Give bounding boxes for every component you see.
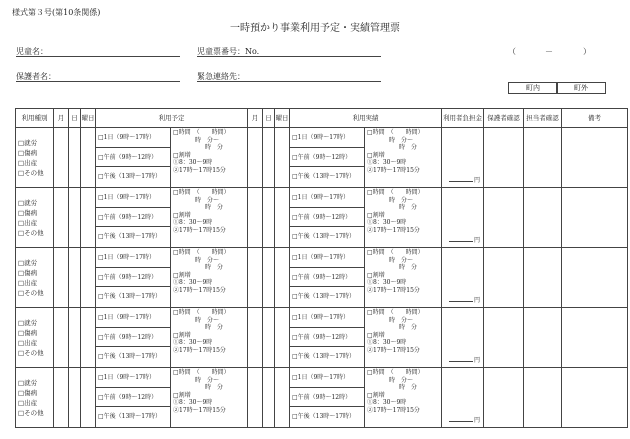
col-burden: 利用者負担金 <box>442 109 484 128</box>
slot-full-day[interactable]: □1日（9時～17時） <box>96 248 170 268</box>
emergency-contact-field[interactable] <box>197 81 381 82</box>
emergency-contact-label: 緊急連絡先： <box>197 72 245 81</box>
month-cell[interactable] <box>54 128 69 188</box>
day-actual-cell[interactable] <box>263 368 275 428</box>
day-actual-cell[interactable] <box>263 308 275 368</box>
yen-label <box>449 175 480 184</box>
yen-label <box>449 295 480 304</box>
plan-slots <box>96 368 171 428</box>
weekday-actual-cell[interactable] <box>275 248 290 308</box>
slot-afternoon[interactable]: □午後（13時～17時） <box>292 353 355 361</box>
extra-option-1: ①8：30～9時 <box>367 219 407 226</box>
col-month: 月 <box>54 109 69 128</box>
yen-unit: 円 <box>473 417 480 424</box>
col-month-actual: 月 <box>248 109 263 128</box>
extra-checkbox[interactable]: □割増 <box>173 331 191 339</box>
burden-cell[interactable] <box>442 308 484 368</box>
extra-option-1: ①8：30～9時 <box>367 159 407 166</box>
time-from: 時 分～ <box>389 196 414 204</box>
weekday-actual-cell[interactable] <box>275 188 290 248</box>
burden-cell[interactable] <box>442 128 484 188</box>
slot-morning[interactable]: □午前（9時～12時） <box>96 208 170 228</box>
location-outside[interactable]: 町外 <box>556 82 606 94</box>
col-remarks: 備考 <box>562 109 628 128</box>
col-guardian-confirm: 保護者確認 <box>484 109 524 128</box>
type-option[interactable]: □その他 <box>18 349 44 357</box>
hours-checkbox[interactable]: □時間 （ 時間） <box>173 249 230 256</box>
time-to: 時 分 <box>205 264 224 271</box>
month-actual-cell[interactable] <box>248 128 263 188</box>
yen-unit: 円 <box>473 177 480 184</box>
type-cell <box>16 308 54 368</box>
extra-checkbox[interactable]: □割増 <box>173 211 191 219</box>
type-option[interactable]: □就労 <box>18 319 38 327</box>
month-actual-cell[interactable] <box>248 308 263 368</box>
remarks-cell[interactable] <box>562 188 628 248</box>
table-header <box>16 109 628 128</box>
time-detail <box>171 188 247 235</box>
day-cell[interactable] <box>69 188 81 248</box>
month-cell[interactable] <box>54 188 69 248</box>
slot-morning[interactable]: □午前（9時～12時） <box>290 388 364 408</box>
child-name-field[interactable] <box>16 56 180 57</box>
location-inside[interactable]: 町内 <box>508 82 558 94</box>
extra-checkbox[interactable]: □割増 <box>367 211 385 219</box>
month-cell[interactable] <box>54 368 69 428</box>
staff-confirm-cell[interactable] <box>524 128 562 188</box>
time-to: 時 分 <box>205 204 224 211</box>
col-type: 利用種別 <box>16 109 54 128</box>
actual-slots <box>290 128 365 188</box>
form-number: 様式第３号(第10条関係) <box>12 8 101 17</box>
slot-afternoon[interactable]: □午後（13時～17時） <box>98 173 161 181</box>
col-day: 日 <box>69 109 81 128</box>
table-row <box>16 368 628 428</box>
extra-option-1: ①8：30～9時 <box>173 219 213 226</box>
col-weekday-actual: 曜日 <box>275 109 290 128</box>
slot-full-day[interactable]: □1日（9時～17時） <box>290 368 364 388</box>
remarks-cell[interactable] <box>562 248 628 308</box>
actual-slots <box>290 368 365 428</box>
time-detail <box>365 368 441 415</box>
extra-option-1: ①8：30～9時 <box>367 279 407 286</box>
weekday-cell[interactable] <box>81 248 96 308</box>
guardian-confirm-cell[interactable] <box>484 128 524 188</box>
extra-checkbox[interactable]: □割増 <box>173 151 191 159</box>
extra-checkbox[interactable]: □割増 <box>173 391 191 399</box>
type-option[interactable]: □傷病 <box>18 329 38 337</box>
type-cell <box>16 128 54 188</box>
hours-checkbox[interactable]: □時間 （ 時間） <box>173 129 230 136</box>
burden-cell[interactable] <box>442 368 484 428</box>
extra-checkbox[interactable]: □割増 <box>367 151 385 159</box>
extra-checkbox[interactable]: □割増 <box>367 271 385 279</box>
col-weekday: 曜日 <box>81 109 96 128</box>
time-detail <box>365 308 441 355</box>
actual-detail <box>365 128 442 188</box>
guardian-confirm-cell[interactable] <box>484 368 524 428</box>
slot-morning[interactable]: □午前（9時～12時） <box>96 388 170 408</box>
page-title: 一時預かり事業利用予定・実績管理票 <box>230 23 400 34</box>
time-to: 時 分 <box>205 384 224 391</box>
plan-detail <box>171 248 248 308</box>
yen-label <box>449 415 480 424</box>
guardian-confirm-cell[interactable] <box>484 248 524 308</box>
slot-afternoon[interactable]: □午後（13時～17時） <box>98 353 161 361</box>
slot-full-day[interactable]: □1日（9時～17時） <box>96 368 170 388</box>
slot-morning[interactable]: □午前（9時～12時） <box>290 268 364 288</box>
slot-full-day[interactable]: □1日（9時～17時） <box>290 308 364 328</box>
time-from: 時 分～ <box>195 136 220 144</box>
plan-detail <box>171 128 248 188</box>
type-option[interactable]: □出産 <box>18 159 38 167</box>
type-option[interactable]: □出産 <box>18 279 38 287</box>
extra-option-2: ②17時～17時15分 <box>173 346 226 354</box>
time-detail <box>365 248 441 295</box>
weekday-cell[interactable] <box>81 188 96 248</box>
extra-option-2: ②17時～17時15分 <box>173 226 226 234</box>
type-cell <box>16 248 54 308</box>
type-option[interactable]: □その他 <box>18 169 44 177</box>
time-from: 時 分～ <box>389 256 414 264</box>
date-close: ） <box>583 47 591 56</box>
plan-slots <box>96 308 171 368</box>
time-to: 時 分 <box>399 384 418 391</box>
slot-afternoon[interactable]: □午後（13時～17時） <box>98 293 161 301</box>
type-option[interactable]: □傷病 <box>18 269 38 277</box>
type-option[interactable]: □出産 <box>18 219 38 227</box>
extra-option-1: ①8：30～9時 <box>173 159 213 166</box>
time-to: 時 分 <box>399 324 418 331</box>
hours-checkbox[interactable]: □時間 （ 時間） <box>367 369 424 376</box>
schedule-table <box>15 108 628 428</box>
extra-checkbox[interactable]: □割増 <box>367 331 385 339</box>
plan-slots <box>96 188 171 248</box>
actual-slots <box>290 188 365 248</box>
type-option[interactable]: □就労 <box>18 139 38 147</box>
hours-checkbox[interactable]: □時間 （ 時間） <box>367 189 424 196</box>
actual-slots <box>290 308 365 368</box>
weekday-actual-cell[interactable] <box>275 128 290 188</box>
day-cell[interactable] <box>69 368 81 428</box>
time-from: 時 分～ <box>389 136 414 144</box>
type-option[interactable]: □就労 <box>18 259 38 267</box>
weekday-actual-cell[interactable] <box>275 308 290 368</box>
weekday-cell[interactable] <box>81 308 96 368</box>
time-from: 時 分～ <box>389 316 414 324</box>
date-dash: － <box>545 47 553 56</box>
slot-afternoon[interactable]: □午後（13時～17時） <box>292 173 355 181</box>
date-open: （ <box>508 47 516 56</box>
actual-detail <box>365 188 442 248</box>
staff-confirm-cell[interactable] <box>524 188 562 248</box>
table-row <box>16 128 628 188</box>
hours-checkbox[interactable]: □時間 （ 時間） <box>367 129 424 136</box>
time-from: 時 分～ <box>195 256 220 264</box>
actual-detail <box>365 368 442 428</box>
time-to: 時 分 <box>205 324 224 331</box>
slot-full-day[interactable]: □1日（9時～17時） <box>96 308 170 328</box>
slot-full-day[interactable]: □1日（9時～17時） <box>290 188 364 208</box>
hours-checkbox[interactable]: □時間 （ 時間） <box>173 369 230 376</box>
type-option[interactable]: □その他 <box>18 289 44 297</box>
weekday-cell[interactable] <box>81 128 96 188</box>
month-actual-cell[interactable] <box>248 248 263 308</box>
type-option[interactable]: □出産 <box>18 399 38 407</box>
extra-option-1: ①8：30～9時 <box>173 279 213 286</box>
month-actual-cell[interactable] <box>248 188 263 248</box>
type-option[interactable]: □その他 <box>18 229 44 237</box>
extra-option-1: ①8：30～9時 <box>367 399 407 406</box>
slot-afternoon[interactable]: □午後（13時～17時） <box>98 413 161 421</box>
col-day-actual: 日 <box>263 109 275 128</box>
type-option[interactable]: □出産 <box>18 339 38 347</box>
slot-morning[interactable]: □午前（9時～12時） <box>290 208 364 228</box>
col-staff-confirm: 担当者確認 <box>524 109 562 128</box>
day-actual-cell[interactable] <box>263 128 275 188</box>
time-to: 時 分 <box>399 264 418 271</box>
staff-confirm-cell[interactable] <box>524 368 562 428</box>
table-row <box>16 308 628 368</box>
yen-unit: 円 <box>473 237 480 244</box>
plan-detail <box>171 188 248 248</box>
plan-detail <box>171 368 248 428</box>
col-plan: 利用予定 <box>96 109 248 128</box>
plan-slots <box>96 248 171 308</box>
staff-confirm-cell[interactable] <box>524 308 562 368</box>
table-row <box>16 248 628 308</box>
time-from: 時 分～ <box>195 316 220 324</box>
guardian-name-field[interactable] <box>16 81 180 82</box>
extra-option-1: ①8：30～9時 <box>173 399 213 406</box>
day-actual-cell[interactable] <box>263 248 275 308</box>
slot-morning[interactable]: □午前（9時～12時） <box>96 328 170 348</box>
day-cell[interactable] <box>69 128 81 188</box>
slot-morning[interactable]: □午前（9時～12時） <box>290 148 364 168</box>
time-detail <box>171 128 247 175</box>
slot-afternoon[interactable]: □午後（13時～17時） <box>292 233 355 241</box>
time-detail <box>365 128 441 175</box>
extra-checkbox[interactable]: □割増 <box>367 391 385 399</box>
extra-option-2: ②17時～17時15分 <box>367 346 420 354</box>
type-option[interactable]: □就労 <box>18 199 38 207</box>
time-to: 時 分 <box>399 144 418 151</box>
slot-afternoon[interactable]: □午後（13時～17時） <box>292 293 355 301</box>
day-cell[interactable] <box>69 308 81 368</box>
time-detail <box>171 248 247 295</box>
type-cell <box>16 368 54 428</box>
time-detail <box>171 368 247 415</box>
type-option[interactable]: □傷病 <box>18 389 38 397</box>
yen-label <box>449 355 480 364</box>
type-option[interactable]: □その他 <box>18 409 44 417</box>
type-option[interactable]: □傷病 <box>18 209 38 217</box>
type-option[interactable]: □就労 <box>18 379 38 387</box>
day-cell[interactable] <box>69 248 81 308</box>
hours-checkbox[interactable]: □時間 （ 時間） <box>173 189 230 196</box>
day-actual-cell[interactable] <box>263 188 275 248</box>
guardian-confirm-cell[interactable] <box>484 188 524 248</box>
burden-cell[interactable] <box>442 248 484 308</box>
actual-slots <box>290 248 365 308</box>
time-to: 時 分 <box>399 204 418 211</box>
slot-full-day[interactable]: □1日（9時～17時） <box>290 248 364 268</box>
guardian-name-label: 保護者名： <box>16 72 56 81</box>
extra-option-2: ②17時～17時15分 <box>367 226 420 234</box>
plan-detail <box>171 308 248 368</box>
staff-confirm-cell[interactable] <box>524 248 562 308</box>
burden-cell[interactable] <box>442 188 484 248</box>
month-actual-cell[interactable] <box>248 368 263 428</box>
extra-option-2: ②17時～17時15分 <box>173 286 226 294</box>
type-option[interactable]: □傷病 <box>18 149 38 157</box>
hours-checkbox[interactable]: □時間 （ 時間） <box>367 249 424 256</box>
time-from: 時 分～ <box>389 376 414 384</box>
yen-unit: 円 <box>473 357 480 364</box>
type-cell <box>16 188 54 248</box>
month-cell[interactable] <box>54 248 69 308</box>
month-cell[interactable] <box>54 308 69 368</box>
slot-afternoon[interactable]: □午後（13時～17時） <box>292 413 355 421</box>
extra-option-2: ②17時～17時15分 <box>367 166 420 174</box>
hours-checkbox[interactable]: □時間 （ 時間） <box>173 309 230 316</box>
slot-full-day[interactable]: □1日（9時～17時） <box>96 128 170 148</box>
slot-full-day[interactable]: □1日（9時～17時） <box>290 128 364 148</box>
extra-option-1: ①8：30～9時 <box>367 339 407 346</box>
slot-afternoon[interactable]: □午後（13時～17時） <box>98 233 161 241</box>
child-number-field[interactable] <box>197 56 381 57</box>
plan-slots <box>96 128 171 188</box>
extra-option-2: ②17時～17時15分 <box>367 286 420 294</box>
time-detail <box>365 188 441 235</box>
extra-option-2: ②17時～17時15分 <box>367 406 420 414</box>
actual-detail <box>365 248 442 308</box>
weekday-cell[interactable] <box>81 368 96 428</box>
remarks-cell[interactable] <box>562 128 628 188</box>
extra-checkbox[interactable]: □割増 <box>173 271 191 279</box>
time-to: 時 分 <box>205 144 224 151</box>
table-row <box>16 188 628 248</box>
extra-option-1: ①8：30～9時 <box>173 339 213 346</box>
extra-option-2: ②17時～17時15分 <box>173 406 226 414</box>
weekday-actual-cell[interactable] <box>275 368 290 428</box>
remarks-cell[interactable] <box>562 368 628 428</box>
slot-morning[interactable]: □午前（9時～12時） <box>290 328 364 348</box>
time-detail <box>171 308 247 355</box>
extra-option-2: ②17時～17時15分 <box>173 166 226 174</box>
slot-morning[interactable]: □午前（9時～12時） <box>96 268 170 288</box>
yen-label <box>449 235 480 244</box>
hours-checkbox[interactable]: □時間 （ 時間） <box>367 309 424 316</box>
col-actual: 利用実績 <box>290 109 442 128</box>
guardian-confirm-cell[interactable] <box>484 308 524 368</box>
remarks-cell[interactable] <box>562 308 628 368</box>
time-from: 時 分～ <box>195 376 220 384</box>
child-name-label: 児童名： <box>16 47 48 56</box>
time-from: 時 分～ <box>195 196 220 204</box>
slot-full-day[interactable]: □1日（9時～17時） <box>96 188 170 208</box>
actual-detail <box>365 308 442 368</box>
child-number-label: 児童票番号：No. <box>197 47 260 56</box>
yen-unit: 円 <box>473 297 480 304</box>
slot-morning[interactable]: □午前（9時～12時） <box>96 148 170 168</box>
